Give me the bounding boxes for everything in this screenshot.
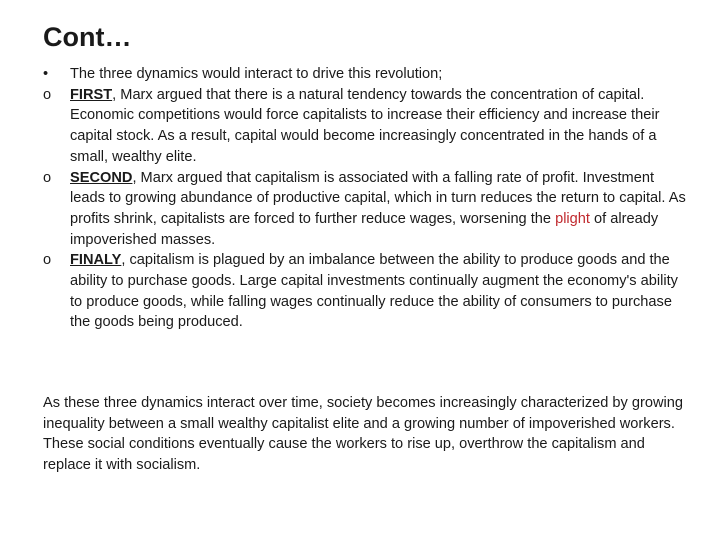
summary-paragraph: As these three dynamics interact over time, society becomes increasingly characterized by growing inequality between a small wealthy capitalist elite and a growing number of impoverished workers. These social conditions eventually cause the workers to rise up, overthrow the capitalism and replace it with socialism. [43, 395, 683, 474]
keyword-second: SECOND [70, 169, 133, 186]
bullet-intro [43, 64, 688, 85]
bullet-intro-text: The three dynamics would interact to drive this revolution; [70, 66, 443, 82]
bullet-list [43, 64, 688, 333]
highlight-word: plight [555, 210, 590, 227]
bullet-second-text-end: of already impoverished masses. [70, 210, 659, 248]
bullet-third-text: , capitalism is plagued by an imbalance between the ability to produce goods and the ability to purchase goods. Large capital investments continually augment the economy's ability to produce goods, while falling wages continually reduce the ability of consumers to purchase the goods being produced. [70, 252, 678, 331]
bullet-circle-icon: o [43, 252, 52, 269]
keyword-finaly: FINALY [70, 252, 122, 269]
bullet-circle-icon: o [43, 86, 52, 103]
bullet-third [43, 250, 688, 333]
bullet-first [43, 85, 688, 168]
bullet-circle-icon: o [43, 169, 52, 186]
bullet-second-text: , Marx argued that capitalism is associated with a falling rate of profit. Investment leads to growing abundance of productive capital, which in turn reduces the return to capital. As profits shrink, capitalists are forced to further reduce wages, worsening the [70, 169, 686, 227]
keyword-first: FIRST [70, 86, 113, 103]
bullet-second [43, 168, 688, 251]
bullet-dot-icon: • [43, 66, 49, 82]
bullet-first-text: , Marx argued that there is a natural tendency towards the concentration of capital. Economic competitions would force capitalists to increase their efficiency and increase their capital stock. As a result, capital would become increasingly concentrated in the hands of a small, wealthy elite. [70, 86, 660, 165]
slide-title: Cont… [43, 22, 132, 52]
